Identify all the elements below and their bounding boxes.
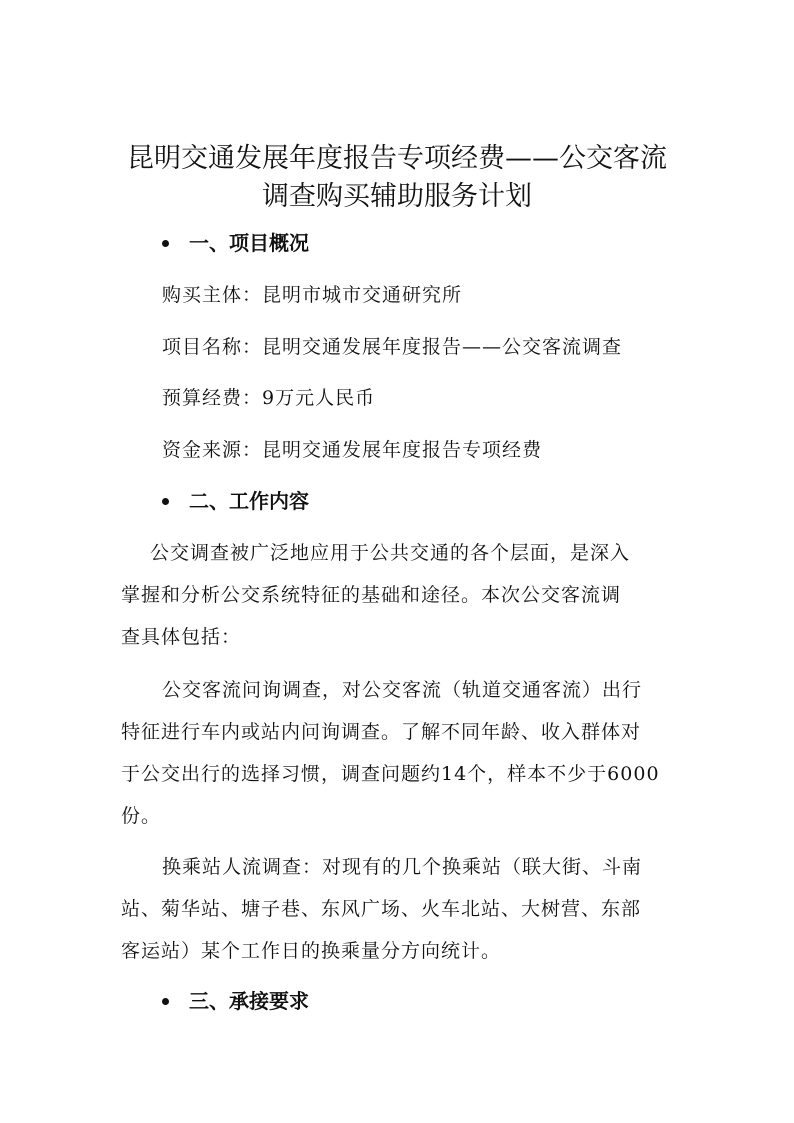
section-heading-overview <box>162 228 309 258</box>
paragraph-line: 掌握和分析公交系统特征的基础和途径。本次公交客流调 <box>121 584 622 606</box>
funding-source-line: 资金来源：昆明交通发展年度报告专项经费 <box>162 439 543 461</box>
document-title-line-2: 调查购买辅助服务计划 <box>262 181 532 212</box>
section-heading-label: 一、项目概况 <box>189 231 309 255</box>
purchaser-line: 购买主体：昆明市城市交通研究所 <box>162 284 463 306</box>
paragraph-line: 份。 <box>121 805 162 827</box>
bullet-icon <box>162 998 169 1005</box>
section-heading-work-content <box>162 486 309 516</box>
section-heading-label: 三、承接要求 <box>189 989 309 1013</box>
paragraph-line: 站、菊华站、塘子巷、东风广场、火车北站、大树营、东部 <box>121 898 642 920</box>
paragraph-line: 客运站）某个工作日的换乘量分方向统计。 <box>121 940 502 962</box>
section-heading-requirements <box>162 986 309 1016</box>
bullet-icon <box>162 240 169 247</box>
paragraph-line: 查具体包括： <box>121 626 242 648</box>
budget-line: 预算经费：9万元人民币 <box>162 387 376 409</box>
bullet-icon <box>162 498 169 505</box>
project-name-line: 项目名称：昆明交通发展年度报告——公交客流调查 <box>162 336 623 358</box>
section-heading-label: 二、工作内容 <box>189 489 309 513</box>
paragraph-line: 公交客流问询调查，对公交客流（轨道交通客流）出行 <box>162 679 643 701</box>
paragraph-line: 于公交出行的选择习惯，调查问题约14个，样本不少于6000 <box>121 763 660 785</box>
document-title-line-1: 昆明交通发展年度报告专项经费——公交客流 <box>127 143 667 174</box>
paragraph-line: 特征进行车内或站内问询调查。了解不同年龄、收入群体对 <box>121 721 642 743</box>
paragraph-line: 公交调查被广泛地应用于公共交通的各个层面，是深入 <box>150 542 631 564</box>
paragraph-line: 换乘站人流调查：对现有的几个换乘站（联大街、斗南 <box>162 856 643 878</box>
